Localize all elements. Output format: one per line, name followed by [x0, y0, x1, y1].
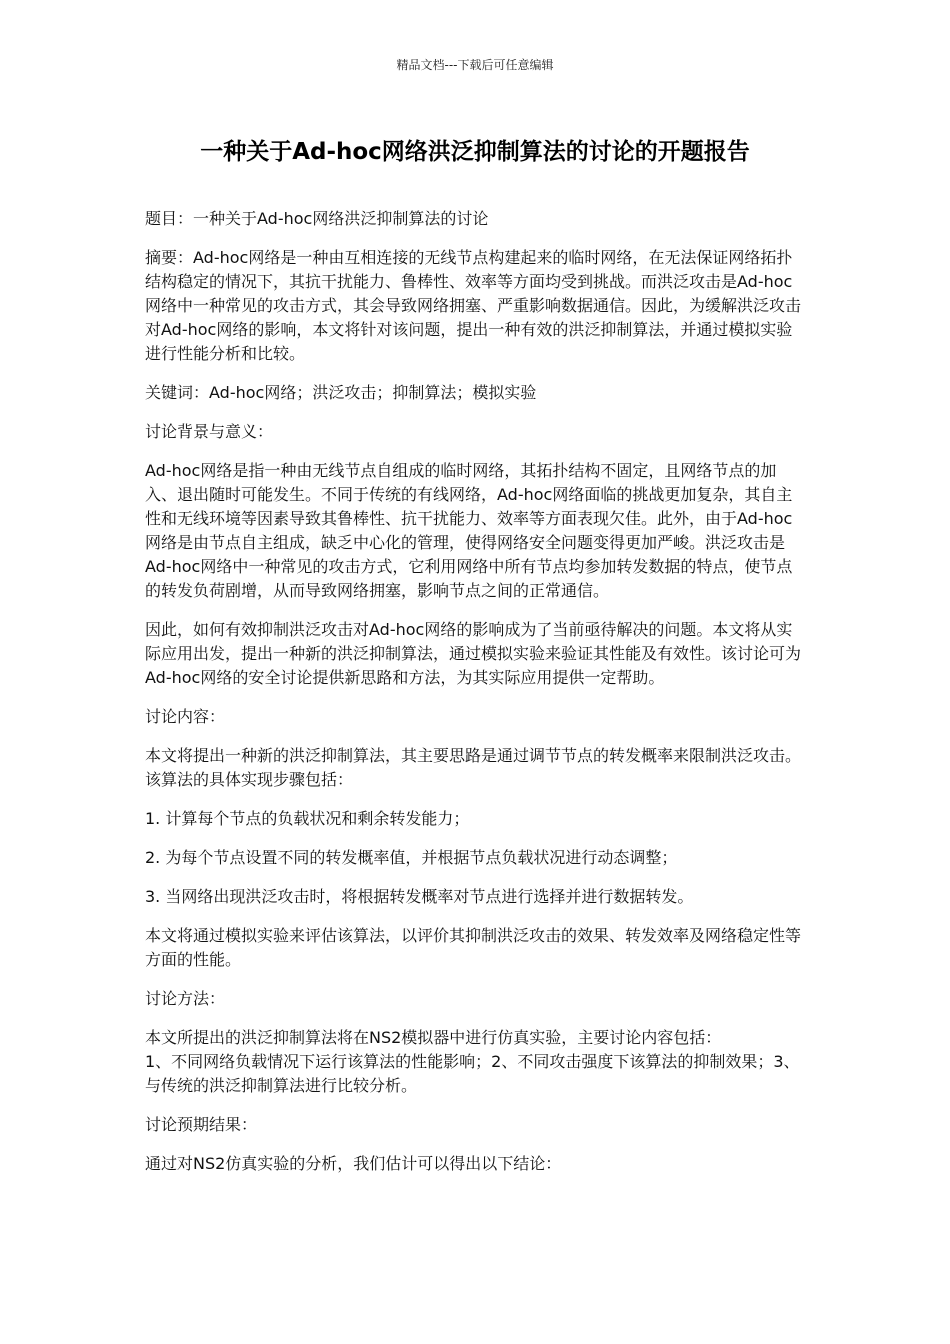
step-item-3: 3. 当网络出现洪泛攻击时，将根据转发概率对节点进行选择并进行数据转发。	[145, 887, 694, 906]
topic-paragraph: 题目：一种关于Ad-hoc网络洪泛抑制算法的讨论	[145, 209, 489, 228]
method-heading: 讨论方法：	[145, 989, 226, 1008]
document-title: 一种关于Ad-hoc网络洪泛抑制算法的讨论的开题报告	[200, 139, 750, 165]
abstract-paragraph: 摘要：Ad-hoc网络是一种由互相连接的无线节点构建起来的临时网络，在无法保证网络拓扑结构稳定的情况下，其抗干扰能力、鲁棒性、效率等方面均受到挑战。而洪泛攻击是Ad-hoc网络中一种常见的攻击方式，其会导致网络拥塞、严重影响数据通信。因此，为缓解洪泛攻击对Ad-hoc网络的影响，本文将针对该问题，提出一种有效的洪泛抑制算法，并通过模拟实验进行性能分析和比较。	[145, 248, 802, 363]
results-intro-paragraph: 通过对NS2仿真实验的分析，我们估计可以得出以下结论：	[145, 1154, 562, 1173]
method-paragraph-line-2: 1、不同网络负载情况下运行该算法的性能影响；2、不同攻击强度下该算法的抑制效果；3、与传统的洪泛抑制算法进行比较分析。	[145, 1052, 800, 1095]
content-eval-paragraph: 本文将通过模拟实验来评估该算法，以评价其抑制洪泛攻击的效果、转发效率及网络稳定性等方面的性能。	[145, 926, 802, 969]
content-heading: 讨论内容：	[145, 707, 226, 726]
keywords-paragraph: 关键词：Ad-hoc网络；洪泛攻击；抑制算法；模拟实验	[145, 383, 537, 402]
results-heading: 讨论预期结果：	[145, 1115, 258, 1134]
background-paragraph-1: Ad-hoc网络是指一种由无线节点自组成的临时网络，其拓扑结构不固定，且网络节点的加入、退出随时可能发生。不同于传统的有线网络，Ad-hoc网络面临的挑战更加复杂，其自主性和无线环境等因素导致其鲁棒性、抗干扰能力、效率等方面表现欠佳。此外，由于Ad-hoc网络是由节点自主组成，缺乏中心化的管理，使得网络安全问题变得更加严峻。洪泛攻击是Ad-hoc网络中一种常见的攻击方式，它利用网络中所有节点均参加转发数据的特点，使节点的转发负荷剧增，从而导致网络拥塞，影响节点之间的正常通信。	[145, 461, 793, 600]
page-header: 精品文档---下载后可任意编辑	[396, 58, 554, 72]
step-item-2: 2. 为每个节点设置不同的转发概率值，并根据节点负载状况进行动态调整；	[145, 848, 678, 867]
background-heading: 讨论背景与意义：	[145, 422, 274, 441]
method-paragraph-line-1: 本文所提出的洪泛抑制算法将在NS2模拟器中进行仿真实验，主要讨论内容包括：	[145, 1028, 722, 1047]
step-item-1: 1. 计算每个节点的负载状况和剩余转发能力；	[145, 809, 470, 828]
background-paragraph-2: 因此，如何有效抑制洪泛攻击对Ad-hoc网络的影响成为了当前亟待解决的问题。本文将从实际应用出发，提出一种新的洪泛抑制算法，通过模拟实验来验证其性能及有效性。该讨论可为Ad-hoc网络的安全讨论提供新思路和方法，为其实际应用提供一定帮助。	[145, 620, 802, 687]
document-body	[145, 207, 807, 1191]
content-intro-paragraph: 本文将提出一种新的洪泛抑制算法，其主要思路是通过调节节点的转发概率来限制洪泛攻击。该算法的具体实现步骤包括：	[145, 746, 802, 789]
